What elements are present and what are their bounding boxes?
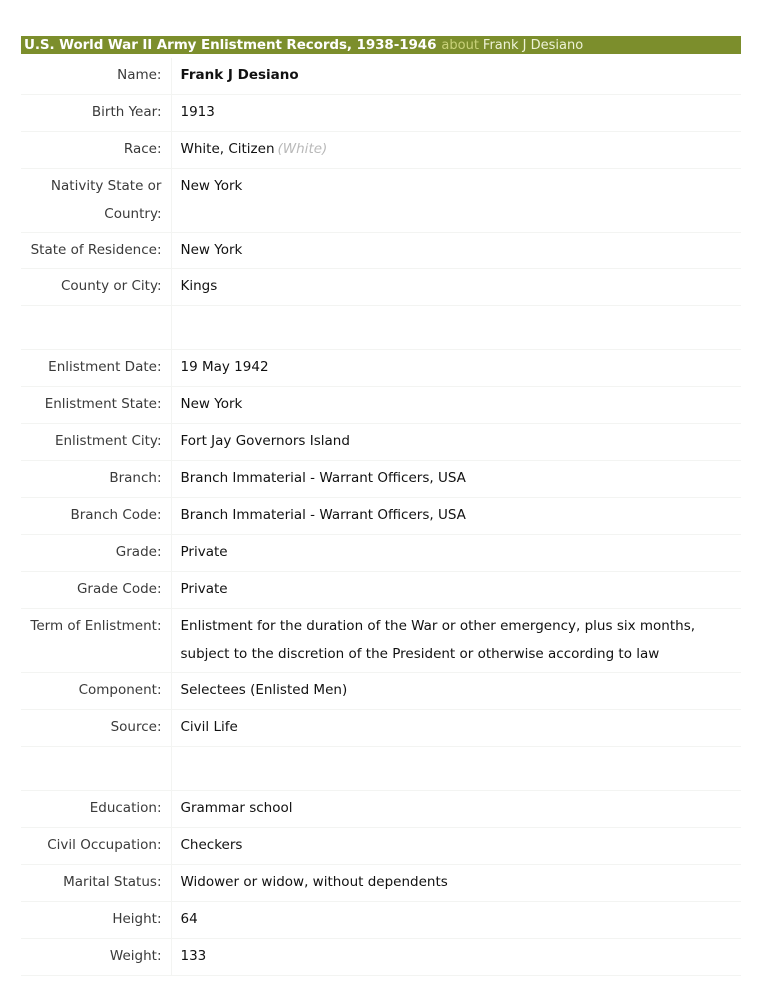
spacer-value-cell <box>171 747 741 791</box>
field-row-civil-occupation <box>21 828 741 865</box>
race-cell <box>171 132 741 169</box>
branch-code-value: Branch Immaterial - Warrant Officers, USA <box>171 498 741 535</box>
field-row-branch <box>21 461 741 498</box>
branch-code-label: Branch Code: <box>21 498 171 535</box>
record-person-link[interactable]: Frank J Desiano <box>482 37 584 53</box>
county-label: County or City: <box>21 269 171 306</box>
enlistment-city-label: Enlistment City: <box>21 424 171 461</box>
nativity-label: Nativity State or Country: <box>21 169 171 233</box>
field-row-birth-year <box>21 95 741 132</box>
civil-occupation-value: Checkers <box>171 828 741 865</box>
field-row-enlistment-state <box>21 387 741 424</box>
field-row-component <box>21 673 741 710</box>
record-title: U.S. World War II Army Enlistment Records, 1938-1946 <box>24 37 437 53</box>
enlistment-state-label: Enlistment State: <box>21 387 171 424</box>
grade-label: Grade: <box>21 535 171 572</box>
field-row-county <box>21 269 741 306</box>
name-value: Frank J Desiano <box>171 58 741 95</box>
birth-year-value: 1913 <box>171 95 741 132</box>
record-about: about <box>441 37 479 53</box>
spacer-label-cell <box>21 747 171 791</box>
education-value: Grammar school <box>171 791 741 828</box>
component-value: Selectees (Enlisted Men) <box>171 673 741 710</box>
height-label: Height: <box>21 902 171 939</box>
field-row-marital-status <box>21 865 741 902</box>
field-row-name <box>21 58 741 95</box>
field-row-enlistment-date <box>21 350 741 387</box>
grade-value: Private <box>171 535 741 572</box>
field-row-grade-code <box>21 572 741 609</box>
spacer-value-cell <box>171 306 741 350</box>
term-label: Term of Enlistment: <box>21 609 171 673</box>
field-row-education <box>21 791 741 828</box>
weight-value: 133 <box>171 939 741 976</box>
residence-label: State of Residence: <box>21 233 171 269</box>
term-value: Enlistment for the duration of the War or other emergency, plus six months, subject to the discretion of the President or otherwise according to law <box>171 609 741 673</box>
source-label: Source: <box>21 710 171 747</box>
section-spacer <box>21 747 741 791</box>
source-value: Civil Life <box>171 710 741 747</box>
enlistment-city-value: Fort Jay Governors Island <box>171 424 741 461</box>
field-row-residence <box>21 233 741 269</box>
marital-status-value: Widower or widow, without dependents <box>171 865 741 902</box>
branch-label: Branch: <box>21 461 171 498</box>
race-original-value: (White) <box>277 141 328 157</box>
enlistment-date-label: Enlistment Date: <box>21 350 171 387</box>
name-label: Name: <box>21 58 171 95</box>
grade-code-label: Grade Code: <box>21 572 171 609</box>
field-row-height <box>21 902 741 939</box>
race-label: Race: <box>21 132 171 169</box>
field-row-weight <box>21 939 741 976</box>
branch-value: Branch Immaterial - Warrant Officers, USA <box>171 461 741 498</box>
spacer-label-cell <box>21 306 171 350</box>
education-label: Education: <box>21 791 171 828</box>
field-row-race <box>21 132 741 169</box>
record-header <box>21 36 741 54</box>
field-row-enlistment-city <box>21 424 741 461</box>
field-row-term <box>21 609 741 673</box>
field-row-grade <box>21 535 741 572</box>
weight-label: Weight: <box>21 939 171 976</box>
field-row-nativity <box>21 169 741 233</box>
race-value: White, Citizen <box>180 141 275 157</box>
county-value: Kings <box>171 269 741 306</box>
residence-value: New York <box>171 233 741 269</box>
section-spacer <box>21 306 741 350</box>
grade-code-value: Private <box>171 572 741 609</box>
height-value: 64 <box>171 902 741 939</box>
field-row-branch-code <box>21 498 741 535</box>
enlistment-date-value: 19 May 1942 <box>171 350 741 387</box>
enlistment-record <box>21 36 741 976</box>
civil-occupation-label: Civil Occupation: <box>21 828 171 865</box>
birth-year-label: Birth Year: <box>21 95 171 132</box>
marital-status-label: Marital Status: <box>21 865 171 902</box>
component-label: Component: <box>21 673 171 710</box>
nativity-value: New York <box>171 169 741 233</box>
enlistment-state-value: New York <box>171 387 741 424</box>
record-fields-table <box>21 58 741 976</box>
field-row-source <box>21 710 741 747</box>
